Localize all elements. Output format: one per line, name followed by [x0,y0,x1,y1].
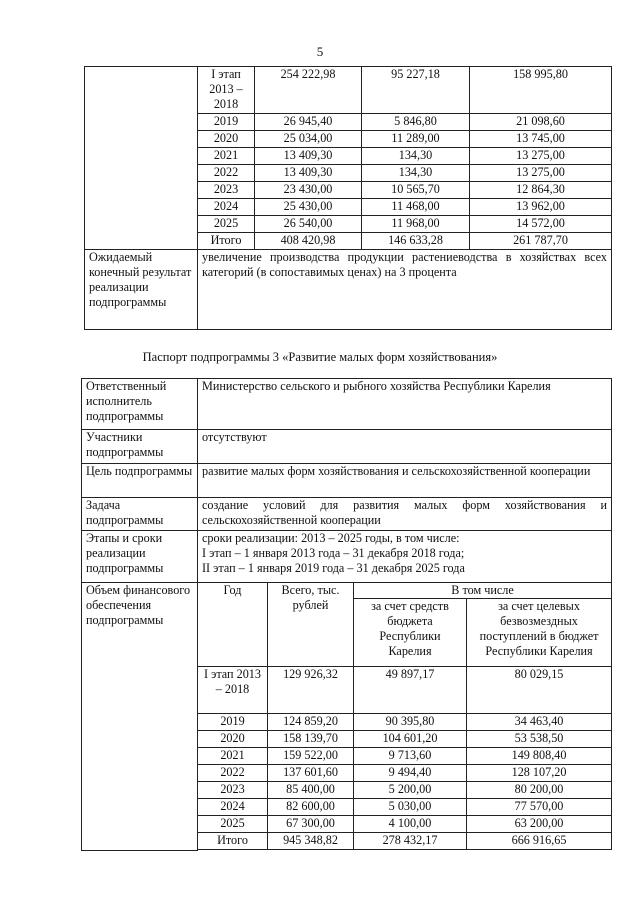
total-cell: 137 601,60 [268,765,354,782]
task-value: создание условий для развития малых форм хозяйствования и сельскохозяйственной кооперации [198,498,612,531]
year-cell: 2019 [198,114,255,131]
grants-cell: 13 962,00 [470,199,612,216]
total-cell: 129 926,32 [268,667,354,714]
grants-cell: 261 787,70 [470,233,612,250]
col-total-header: Всего, тыс. рублей [268,583,354,667]
budget-cell: 11 468,00 [362,199,470,216]
total-cell: 159 522,00 [268,748,354,765]
budget-cell: 11 968,00 [362,216,470,233]
total-cell: 25 034,00 [255,131,362,148]
grants-cell: 13 275,00 [470,165,612,182]
grants-cell: 149 808,40 [467,748,612,765]
grants-cell: 21 098,60 [470,114,612,131]
expected-result-label: Ожидаемый конечный результат реализации подпрограммы [85,250,198,330]
stages-label: Этапы и сроки реализации подпрограммы [82,531,198,583]
budget-cell: 146 633,28 [362,233,470,250]
total-cell: 67 300,00 [268,816,354,833]
year-cell: 2021 [198,148,255,165]
budget-cell: 9 494,40 [354,765,467,782]
grants-cell: 13 275,00 [470,148,612,165]
budget-cell: 49 897,17 [354,667,467,714]
grants-cell: 80 200,00 [467,782,612,799]
budget-cell: 5 200,00 [354,782,467,799]
total-cell: 82 600,00 [268,799,354,816]
year-cell: 2020 [198,731,268,748]
year-cell: 2025 [198,216,255,233]
budget-cell: 5 846,80 [362,114,470,131]
grants-cell: 77 570,00 [467,799,612,816]
year-cell: 2022 [198,165,255,182]
budget-cell: 278 432,17 [354,833,467,850]
funding-table-continued [84,66,612,330]
budget-cell: 90 395,80 [354,714,467,731]
col-including-header: В том числе [354,583,612,599]
col-grants-header: за счет целевых безвозмездных поступлений в бюджет Республики Карелия [467,599,612,667]
goal-value: развитие малых форм хозяйствования и сельскохозяйственной кооперации [198,464,612,498]
budget-cell: 11 289,00 [362,131,470,148]
budget-cell: 9 713,60 [354,748,467,765]
year-cell: Итого [198,233,255,250]
expected-result-value: увеличение производства продукции растениеводства в хозяйствах всех категорий (в сопоставимых ценах) на 3 процента [198,250,612,330]
total-cell: 26 945,40 [255,114,362,131]
page-number: 5 [316,44,324,59]
budget-cell: 134,30 [362,165,470,182]
year-cell: I этап 2013 – 2018 [198,667,268,714]
budget-cell: 5 030,00 [354,799,467,816]
budget-cell: 4 100,00 [354,816,467,833]
grants-cell: 34 463,40 [467,714,612,731]
stages-line: сроки реализации: 2013 – 2025 годы, в том числе: [202,531,460,545]
total-cell: 254 222,98 [255,67,362,114]
year-cell: 2024 [198,199,255,216]
budget-cell: 134,30 [362,148,470,165]
responsible-label: Ответственный исполнитель подпрограммы [82,379,198,430]
grants-cell: 63 200,00 [467,816,612,833]
task-label: Задача подпрограммы [82,498,198,531]
grants-cell: 158 995,80 [470,67,612,114]
year-cell: 2023 [198,782,268,799]
grants-cell: 128 107,20 [467,765,612,782]
year-cell: Итого [198,833,268,850]
total-cell: 124 859,20 [268,714,354,731]
stages-line: I этап – 1 января 2013 года – 31 декабря 2018 года; [202,546,465,560]
goal-label: Цель подпрограммы [82,464,198,498]
col-year-header: Год [198,583,268,667]
year-cell: 2020 [198,131,255,148]
year-cell: 2024 [198,799,268,816]
total-cell: 25 430,00 [255,199,362,216]
total-cell: 23 430,00 [255,182,362,199]
stages-line: II этап – 1 января 2019 года – 31 декабря 2025 года [202,561,465,575]
col-budget-header: за счет средств бюджета Республики Карелия [354,599,467,667]
total-cell: 85 400,00 [268,782,354,799]
label-cell-empty [85,67,198,250]
grants-cell: 80 029,15 [467,667,612,714]
grants-cell: 13 745,00 [470,131,612,148]
year-cell: 2022 [198,765,268,782]
grants-cell: 14 572,00 [470,216,612,233]
year-cell: I этап 2013 – 2018 [198,67,255,114]
year-cell: 2025 [198,816,268,833]
grants-cell: 12 864,30 [470,182,612,199]
total-cell: 26 540,00 [255,216,362,233]
grants-cell: 53 538,50 [467,731,612,748]
passport-table [81,378,612,851]
funding-label: Объем финансового обеспечения подпрограммы [82,583,198,851]
budget-cell: 95 227,18 [362,67,470,114]
stages-value [198,531,612,583]
passport-heading: Паспорт подпрограммы 3 «Развитие малых форм хозяйствования» [142,350,498,364]
total-cell: 158 139,70 [268,731,354,748]
year-cell: 2021 [198,748,268,765]
year-cell: 2019 [198,714,268,731]
total-cell: 13 409,30 [255,165,362,182]
grants-cell: 666 916,65 [467,833,612,850]
participants-value: отсутствуют [198,430,612,464]
year-cell: 2023 [198,182,255,199]
budget-cell: 104 601,20 [354,731,467,748]
participants-label: Участники подпрограммы [82,430,198,464]
total-cell: 945 348,82 [268,833,354,850]
responsible-value: Министерство сельского и рыбного хозяйства Республики Карелия [198,379,612,430]
total-cell: 408 420,98 [255,233,362,250]
budget-cell: 10 565,70 [362,182,470,199]
total-cell: 13 409,30 [255,148,362,165]
